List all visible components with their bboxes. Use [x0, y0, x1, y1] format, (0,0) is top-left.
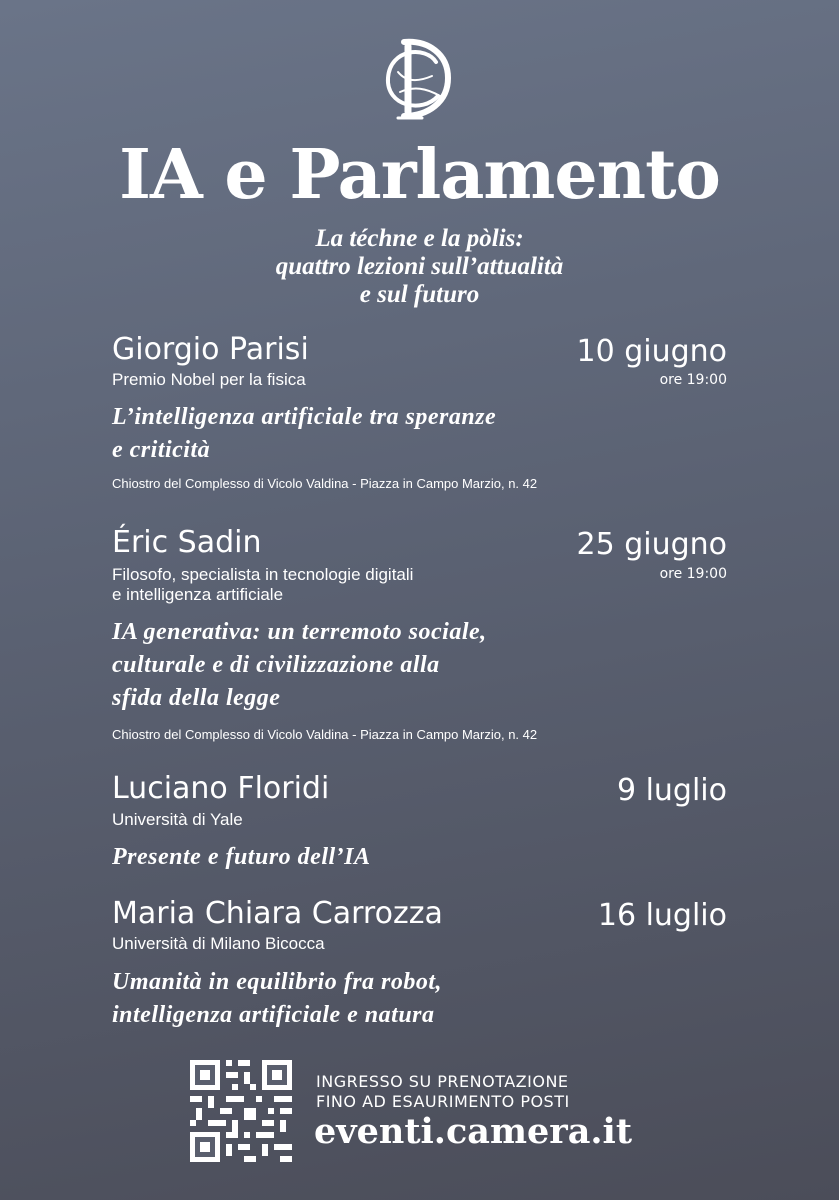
- event-time: ore 19:00: [659, 372, 727, 388]
- event-date: 9 luglio: [616, 773, 727, 808]
- talk-line: L’intelligenza artificiale tra speranze: [112, 404, 497, 430]
- talk-line: e criticità: [112, 437, 211, 463]
- notice-line: INGRESSO SU PRENOTAZIONE: [316, 1072, 569, 1091]
- speaker-role: Università di Milano Bicocca: [112, 934, 325, 953]
- speaker-name: Maria Chiara Carrozza: [112, 896, 443, 931]
- speaker-name: Luciano Floridi: [112, 771, 330, 806]
- talk-line: sfida della legge: [112, 685, 281, 711]
- qr-code-icon[interactable]: [190, 1060, 292, 1162]
- talk-line: intelligenza artificiale e natura: [112, 1002, 435, 1028]
- poster-subtitle: [0, 225, 839, 309]
- role-line: e intelligenza artificiale: [112, 585, 284, 604]
- subtitle-line: La téchne e la pòlis:: [315, 225, 524, 252]
- event-date: 16 luglio: [597, 898, 727, 933]
- poster-title: IA e Parlamento: [119, 135, 720, 215]
- speaker-role: [112, 565, 413, 605]
- website-link[interactable]: eventi.camera.it: [314, 1111, 633, 1152]
- notice-line: FINO AD ESAURIMENTO POSTI: [316, 1092, 570, 1111]
- speaker-role: Università di Yale: [112, 810, 243, 829]
- talk-title: [112, 401, 496, 467]
- talk-title: [112, 616, 487, 715]
- talk-line: IA generativa: un terremoto sociale,: [112, 619, 487, 645]
- role-line: Filosofo, specialista in tecnologie digitali: [112, 565, 414, 584]
- event-time: ore 19:00: [659, 566, 727, 582]
- subtitle-line: quattro lezioni sull’attualità: [275, 253, 564, 280]
- event-venue: Chiostro del Complesso di Vicolo Valdina - Piazza in Campo Marzio, n. 42: [112, 476, 538, 491]
- speaker-name: Giorgio Parisi: [112, 332, 309, 367]
- talk-line: culturale e di civilizzazione alla: [112, 652, 440, 678]
- booking-notice: [316, 1072, 570, 1112]
- event-date: 10 giugno: [576, 334, 727, 369]
- speaker-role: Premio Nobel per la fisica: [112, 370, 306, 389]
- talk-line: Umanità in equilibrio fra robot,: [112, 969, 443, 995]
- talk-title: [112, 966, 442, 1032]
- camera-deputati-monogram-icon: [378, 36, 458, 122]
- event-venue: Chiostro del Complesso di Vicolo Valdina - Piazza in Campo Marzio, n. 42: [112, 727, 538, 742]
- speaker-name: Éric Sadin: [112, 525, 262, 560]
- talk-title: [112, 841, 371, 874]
- subtitle-line: e sul futuro: [359, 281, 480, 308]
- talk-line: Presente e futuro dell’IA: [112, 844, 371, 870]
- event-date: 25 giugno: [576, 527, 727, 562]
